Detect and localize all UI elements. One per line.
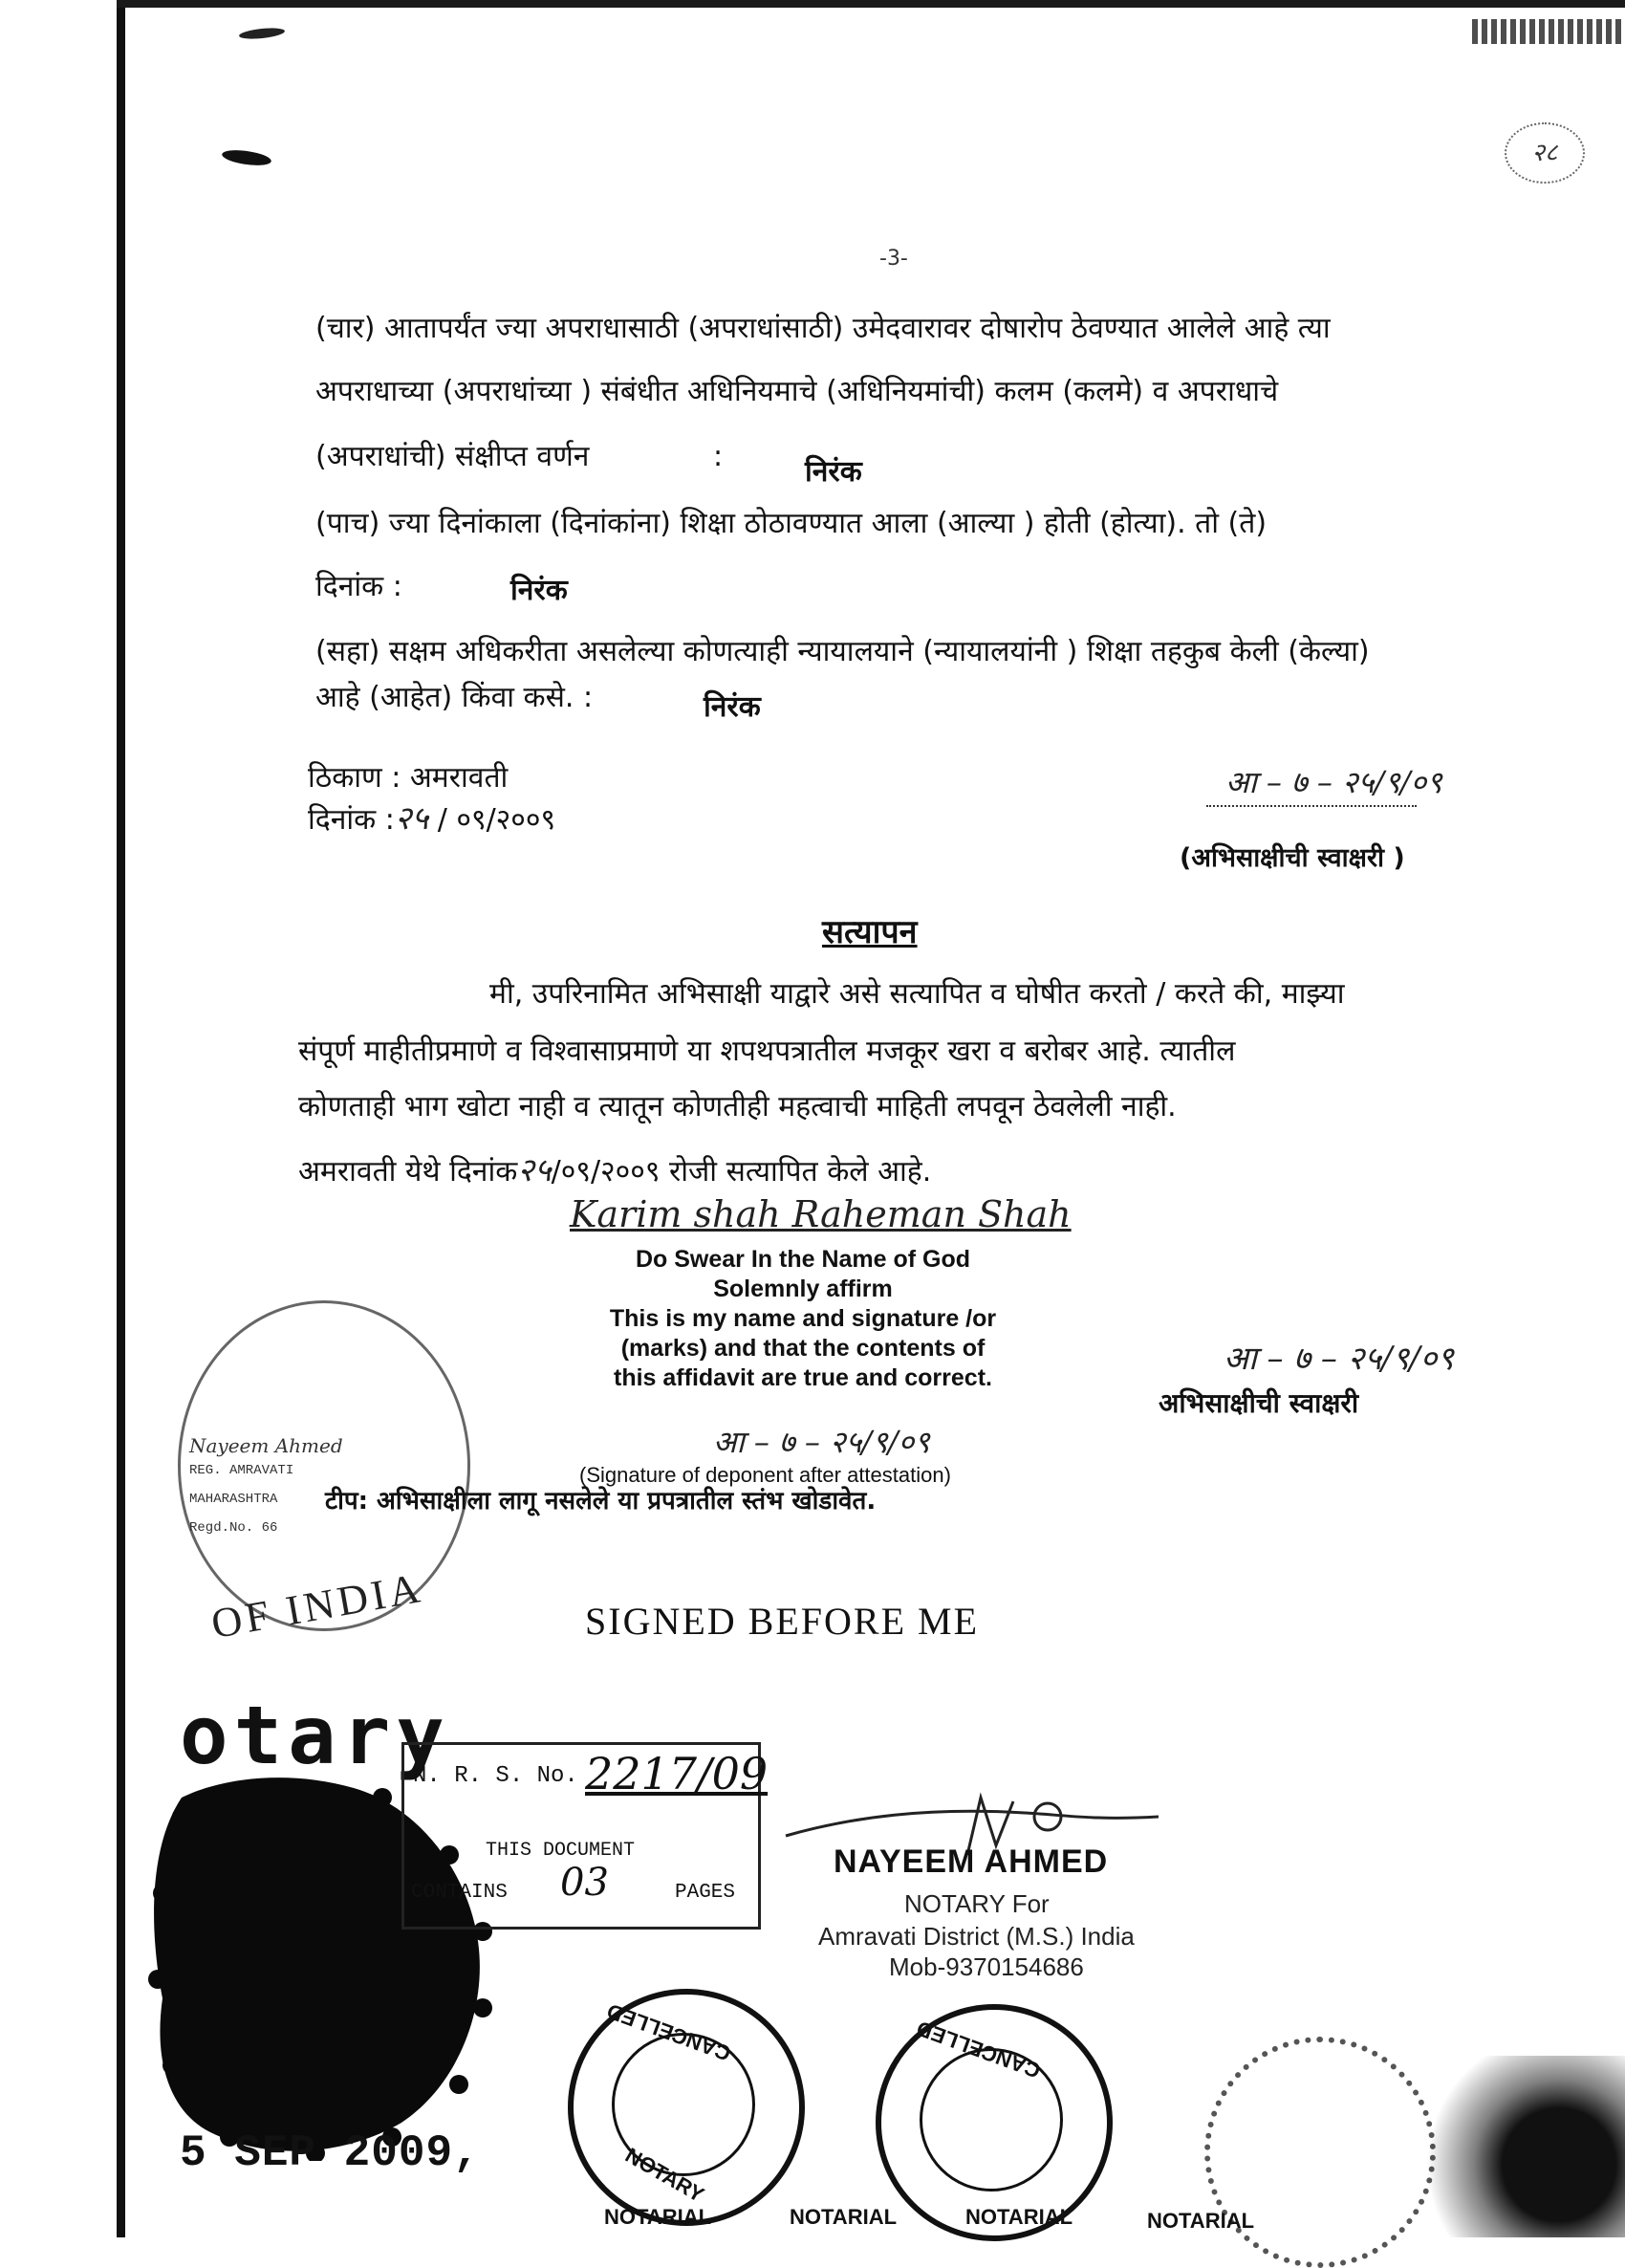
oath-line3: This is my name and signature /or xyxy=(609,1305,997,1332)
section5-value: निरंक xyxy=(510,574,568,607)
nrs-value-handwritten: 2217/09 xyxy=(585,1748,769,1799)
date-rest: / ०९/२००९ xyxy=(428,803,556,837)
section4-value: निरंक xyxy=(805,455,862,489)
signature-3: आ – ७ – २५/९/०९ xyxy=(713,1424,930,1460)
section4-line3: (अपराधांची) संक्षीप्त वर्णन xyxy=(315,440,590,473)
contains-value-handwritten: 03 xyxy=(560,1861,609,1905)
signature-1-caption: (अभिसाक्षीची स्वाक्षरी ) xyxy=(1180,843,1405,873)
verification-date-pre: अमरावती येथे दिनांक xyxy=(298,1155,518,1189)
signature-2: आ – ७ – २५/९/०९ xyxy=(1224,1340,1454,1378)
section4-line2: अपराधाच्या (अपराधांच्या ) संबंधीत अधिनियमाचे (अधिनियमांची) कलम (कलमे) व अपराधाचे xyxy=(315,375,1279,408)
notary-mobile: Mob-9370154686 xyxy=(889,1952,1084,1981)
notarial-label-2: NOTARIAL xyxy=(790,2205,898,2229)
contains-label: CONTAINS xyxy=(411,1882,508,1904)
seal-notary-name: Nayeem Ahmed xyxy=(189,1434,343,1457)
date-label xyxy=(308,801,555,838)
scan-artifact-top xyxy=(1472,19,1625,44)
notary-word: otary xyxy=(180,1689,450,1782)
signature-2-caption: अभिसाक्षीची स्वाक्षरी xyxy=(1159,1387,1359,1419)
verification-line2: संपूर्ण माहीतीप्रमाणे व विश्वासाप्रमाणे या शपथपत्रातील मजकूर खरा व बरोबर आहे. त्यातील xyxy=(298,1035,1236,1068)
seal-line3: Regd.No. 66 xyxy=(189,1520,278,1536)
oath-block xyxy=(535,1245,1071,1393)
notary-district: Amravati District (M.S.) India xyxy=(818,1922,1135,1951)
verification-date-post: /०९/२००९ रोजी सत्यापित केले आहे. xyxy=(551,1155,932,1189)
footnote: टीप: अभिसाक्षीला लागू नसलेले या प्रपत्रातील स्तंभ खोडावेत. xyxy=(325,1487,877,1516)
section6-value: निरंक xyxy=(704,690,761,724)
oath-line2: Solemnly affirm xyxy=(713,1276,893,1302)
document-label: THIS DOCUMENT xyxy=(486,1840,636,1862)
page-mark: २८ xyxy=(1505,122,1585,184)
seal-line2: MAHARASHTRA xyxy=(189,1492,278,1507)
scan-smudge xyxy=(239,27,286,41)
verification-title: सत्यापन xyxy=(822,913,918,951)
scan-dark-corner xyxy=(1405,2056,1625,2237)
section5-date-label: दिनांक : xyxy=(315,570,402,603)
cancelled-stamp-2-text: CANCELLED xyxy=(913,2016,1044,2083)
oath-line1: Do Swear In the Name of God xyxy=(635,1246,971,1273)
nrs-label: N. R. S. No. xyxy=(413,1763,578,1789)
notary-title: NOTARY For xyxy=(904,1889,1050,1918)
cancelled-stamp-1-text: CANCELLED xyxy=(603,1998,734,2066)
oath-line4: (marks) and that the contents of xyxy=(620,1335,986,1362)
notarial-label-4: NOTARIAL xyxy=(1147,2209,1255,2233)
notarial-label-1: NOTARIAL xyxy=(604,2205,712,2229)
seal-india: OF INDIA xyxy=(207,1563,427,1648)
section5-line1: (पाच) ज्या दिनांकाला (दिनांकांना) शिक्षा ठोठावण्यात आला (आल्या ) होती (होत्या). तो (ते) xyxy=(315,507,1268,540)
verification-line1: मी, उपरिनामित अभिसाक्षी याद्वारे असे सत्यापित व घोषीत करतो / करते की, माझ्या xyxy=(489,977,1345,1011)
signature-3-caption: (Signature of deponent after attestation) xyxy=(579,1463,951,1487)
section4-line1: (चार) आतापर्यंत ज्या अपराधासाठी (अपराधांसाठी) उमेदवारावर दोषारोप ठेवण्यात आलेले आहे त्या xyxy=(315,312,1331,345)
oath-line5: this affidavit are true and correct. xyxy=(614,1364,992,1391)
scan-border-top xyxy=(117,0,1625,8)
deponent-name-handwritten: Karim shah Raheman Shah xyxy=(570,1193,1072,1235)
verification-line3: कोणताही भाग खोटा नाही व त्यातून कोणतीही महत्वाची माहिती लपवून ठेवलेली नाही. xyxy=(298,1090,1177,1123)
signed-before-me: SIGNED BEFORE ME xyxy=(585,1600,980,1643)
verification-day-handwritten: २५ xyxy=(517,1151,552,1189)
seal-line1: REG. AMRAVATI xyxy=(189,1463,294,1478)
notarial-label-3: NOTARIAL xyxy=(965,2205,1073,2229)
scan-smudge xyxy=(221,147,271,167)
stamp-date: 5 SEP 2009, xyxy=(180,2128,481,2178)
date-label-text: दिनांक : xyxy=(308,803,395,837)
cancelled-stamp-1-notary: NOTARY xyxy=(621,2143,708,2208)
signature-dotted-line xyxy=(1206,805,1417,807)
place-label: ठिकाण : अमरावती xyxy=(308,761,509,795)
notary-name: NAYEEM AHMED xyxy=(834,1843,1109,1880)
date-day-handwritten: २५ xyxy=(394,799,429,838)
cancelled-stamp-2-inner xyxy=(920,2048,1063,2192)
scan-border-left xyxy=(117,0,125,2237)
section6-line1: (सहा) सक्षम अधिकरीता असलेल्या कोणत्याही न्यायालयाने (न्यायालयांनी ) शिक्षा तहकुब केली (केल्या) xyxy=(315,635,1370,668)
pages-label: PAGES xyxy=(675,1882,736,1904)
section6-line2: आहे (आहेत) किंवा कसे. : xyxy=(315,681,594,714)
verification-line4 xyxy=(298,1153,931,1189)
page-number: -3- xyxy=(879,247,908,271)
section4-colon: : xyxy=(713,440,724,473)
signature-1: आ – ७ – २५/९/०९ xyxy=(1225,764,1442,800)
